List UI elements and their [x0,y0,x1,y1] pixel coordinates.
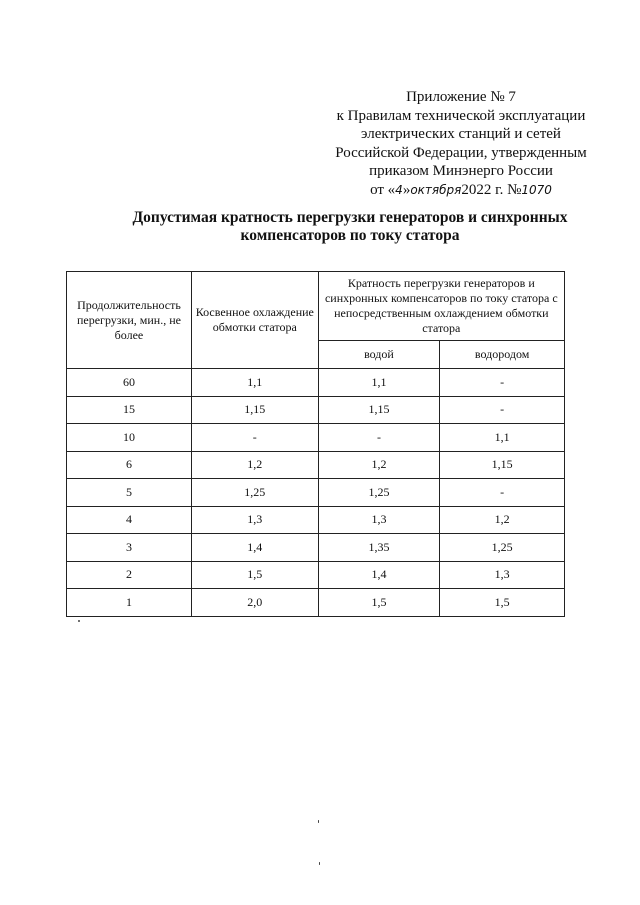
header-water: водой [318,341,440,369]
duration-cell: 2 [67,561,192,589]
hydrogen-cell: 1,2 [440,506,565,534]
indirect-cell: 1,15 [191,396,318,424]
indirect-cell: - [191,424,318,452]
indirect-cell: 1,3 [191,506,318,534]
hydrogen-cell: - [440,369,565,397]
table-row [67,506,565,534]
scan-speck [318,820,319,823]
water-cell: 1,35 [318,534,440,562]
appendix-header [330,88,592,200]
duration-cell: 6 [67,451,192,479]
table-row [67,396,565,424]
table-row [67,534,565,562]
date-year: 2022 г. № [461,181,522,198]
hydrogen-cell: 1,25 [440,534,565,562]
duration-cell: 3 [67,534,192,562]
scan-speck [319,862,320,865]
water-cell: 1,5 [318,589,440,617]
header-direct-cooling: Кратность перегрузки генераторов и синхронных компенсаторов по току статора с непосредственным охлаждением обмотки статора [318,272,564,341]
indirect-cell: 1,1 [191,369,318,397]
appendix-federation-line: Российской Федерации, утвержденным [335,144,587,161]
duration-cell: 10 [67,424,192,452]
table-row [67,451,565,479]
water-cell: 1,4 [318,561,440,589]
water-cell: - [318,424,440,452]
title-line-1: Допустимая кратность перегрузки генераторов и синхронных [132,209,568,226]
overload-table [66,271,565,617]
table-row [67,561,565,589]
scan-speck [78,620,80,622]
table-row [67,589,565,617]
indirect-cell: 1,5 [191,561,318,589]
date-number: 1070 [521,182,552,197]
title-line-2: компенсаторов по току статора [240,227,460,244]
appendix-date-line [330,181,592,200]
appendix-order-line: приказом Минэнерго России [369,163,553,180]
indirect-cell: 1,25 [191,479,318,507]
appendix-stations-line: электрических станций и сетей [361,126,561,143]
date-month: октября [410,182,462,197]
table-row [67,424,565,452]
header-hydrogen: водородом [440,341,565,369]
duration-cell: 5 [67,479,192,507]
hydrogen-cell: - [440,396,565,424]
indirect-cell: 1,2 [191,451,318,479]
hydrogen-cell: 1,1 [440,424,565,452]
indirect-cell: 2,0 [191,589,318,617]
appendix-rules-line: к Правилам технической эксплуатации [336,107,586,124]
hydrogen-cell: 1,5 [440,589,565,617]
water-cell: 1,25 [318,479,440,507]
hydrogen-cell: 1,3 [440,561,565,589]
water-cell: 1,3 [318,506,440,534]
hydrogen-cell: 1,15 [440,451,565,479]
duration-cell: 1 [67,589,192,617]
header-row [67,272,565,341]
indirect-cell: 1,4 [191,534,318,562]
header-indirect-cooling: Косвенное охлаждение обмотки статора [191,272,318,369]
document-title [130,209,570,245]
appendix-number: Приложение № 7 [406,89,516,105]
duration-cell: 15 [67,396,192,424]
table-row [67,479,565,507]
duration-cell: 60 [67,369,192,397]
date-day: 4 [395,182,403,197]
water-cell: 1,1 [318,369,440,397]
date-mid: » [402,181,411,198]
duration-cell: 4 [67,506,192,534]
date-prefix: от « [370,181,396,198]
header-duration: Продолжительность перегрузки, мин., не более [67,272,192,369]
hydrogen-cell: - [440,479,565,507]
water-cell: 1,2 [318,451,440,479]
water-cell: 1,15 [318,396,440,424]
table-row [67,369,565,397]
